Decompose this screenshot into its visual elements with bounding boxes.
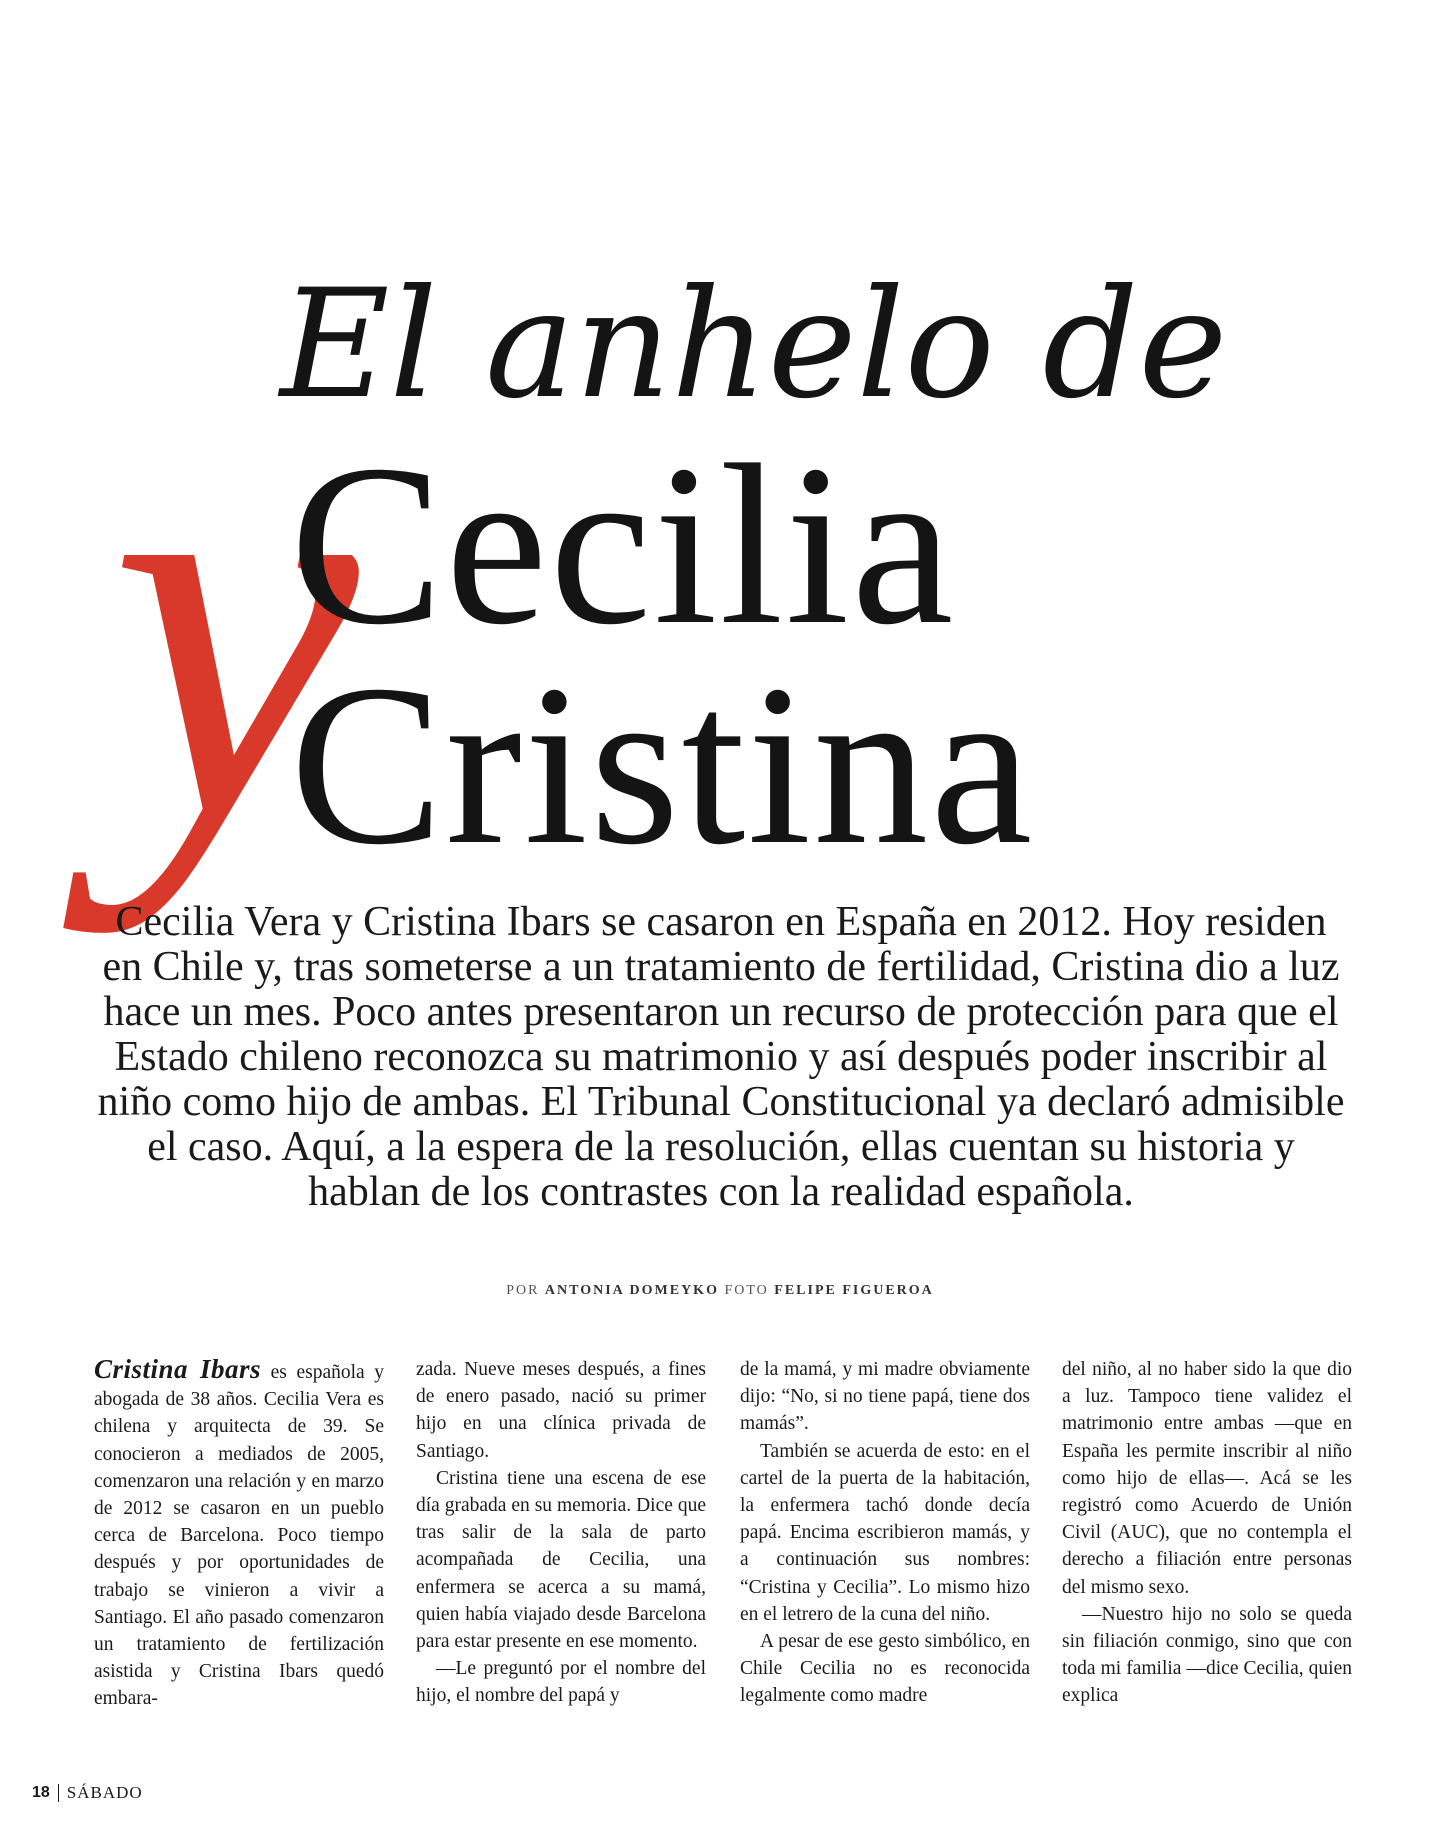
body-paragraph: del niño, al no haber sido la que dio a luz. Tampoco tiene validez el matrimonio entre ambas —que en España les permite inscribir al niño como hijo de ellas—. Acá se les registró como Acuerdo de Unión Civil (AUC), que no contempla el derecho a filiación entre personas del mismo sexo. (1062, 1359, 1352, 1598)
body-column-1 (94, 1356, 384, 1713)
magazine-name: SÁBADO (66, 1783, 143, 1802)
body-paragraph: —Nuestro hijo no solo se queda sin filiación conmigo, sino que con toda mi familia —dice Cecilia, quien explica (1062, 1603, 1352, 1707)
page-footer (32, 1783, 143, 1803)
body-paragraph: de la mamá, y mi madre obviamente dijo: “No, si no tiene papá, tiene dos mamás”. (740, 1359, 1030, 1435)
byline-por-label: POR (506, 1283, 540, 1298)
footer-divider (58, 1784, 59, 1802)
body-paragraph: Cristina tiene una escena de ese día grabada en su memoria. Dice que tras salir de la sala de parto acompañada de Cecilia, una enfermera se acerca a su mamá, quien había viajado desde Barcelona para estar presente en ese momento. (416, 1467, 706, 1653)
article-deck: Cecilia Vera y Cristina Ibars se casaron en España en 2012. Hoy residen en Chile y, tras someterse a un tratamiento de fertilidad, Cristina dio a luz hace un mes. Poco antes presentaron un recurso de protección para que el Estado chileno reconozca su matrimonio y así después poder inscribir al niño como hijo de ambas. El Tribunal Constitucional ya declaró admisible el caso. Aquí, a la espera de la resolución, ellas cuentan su historia y hablan de los contrastes con la realidad española. (97, 899, 1345, 1215)
body-column-2 (416, 1356, 706, 1710)
body-text: es española y abogada de 38 años. Cecilia Vera es chilena y arquitecta de 39. Se conocieron a mediados de 2005, comenzaron una relación y en marzo de 2012 se casaron en un pueblo cerca de Barcelona. Poco tiempo después y por oportunidades de trabajo se vinieron a vivir a Santiago. El año pasado comenzaron un tratamiento de fertilización asistida y Cristina Ibars quedó embara- (94, 1362, 385, 1710)
byline-author: ANTONIA DOMEYKO (544, 1283, 719, 1298)
headline-line-1: El anhelo de (280, 258, 1228, 432)
body-paragraph: zada. Nueve meses después, a fines de enero pasado, nació su primer hijo en una clínica privada de Santiago. (416, 1359, 706, 1462)
byline-photographer: FELIPE FIGUEROA (774, 1283, 934, 1298)
body-paragraph: A pesar de ese gesto simbólico, en Chile Cecilia no es reconocida legalmente como madre (740, 1631, 1030, 1707)
byline-foto-label: FOTO (724, 1283, 769, 1298)
headline-line-cristina: Cristina (290, 637, 1035, 892)
body-column-4 (1062, 1356, 1352, 1710)
headline-red-y: y (110, 314, 359, 934)
body-paragraph: —Le preguntó por el nombre del hijo, el nombre del papá y (416, 1658, 706, 1707)
body-paragraph (94, 1356, 384, 1713)
lead-name: Cristina Ibars (94, 1354, 262, 1384)
body-column-3 (740, 1356, 1030, 1710)
body-paragraph: También se acuerda de esto: en el cartel de la puerta de la habitación, la enfermera tachó donde decía papá. Encima escribieron mamás, y a continuación sus nombres: “Cristina y Cecilia”. Lo mismo hizo en el letrero de la cuna del niño. (740, 1440, 1030, 1625)
page-number: 18 (32, 1784, 50, 1801)
byline (0, 1283, 1440, 1299)
headline-line-cecilia: Cecilia (290, 417, 956, 672)
